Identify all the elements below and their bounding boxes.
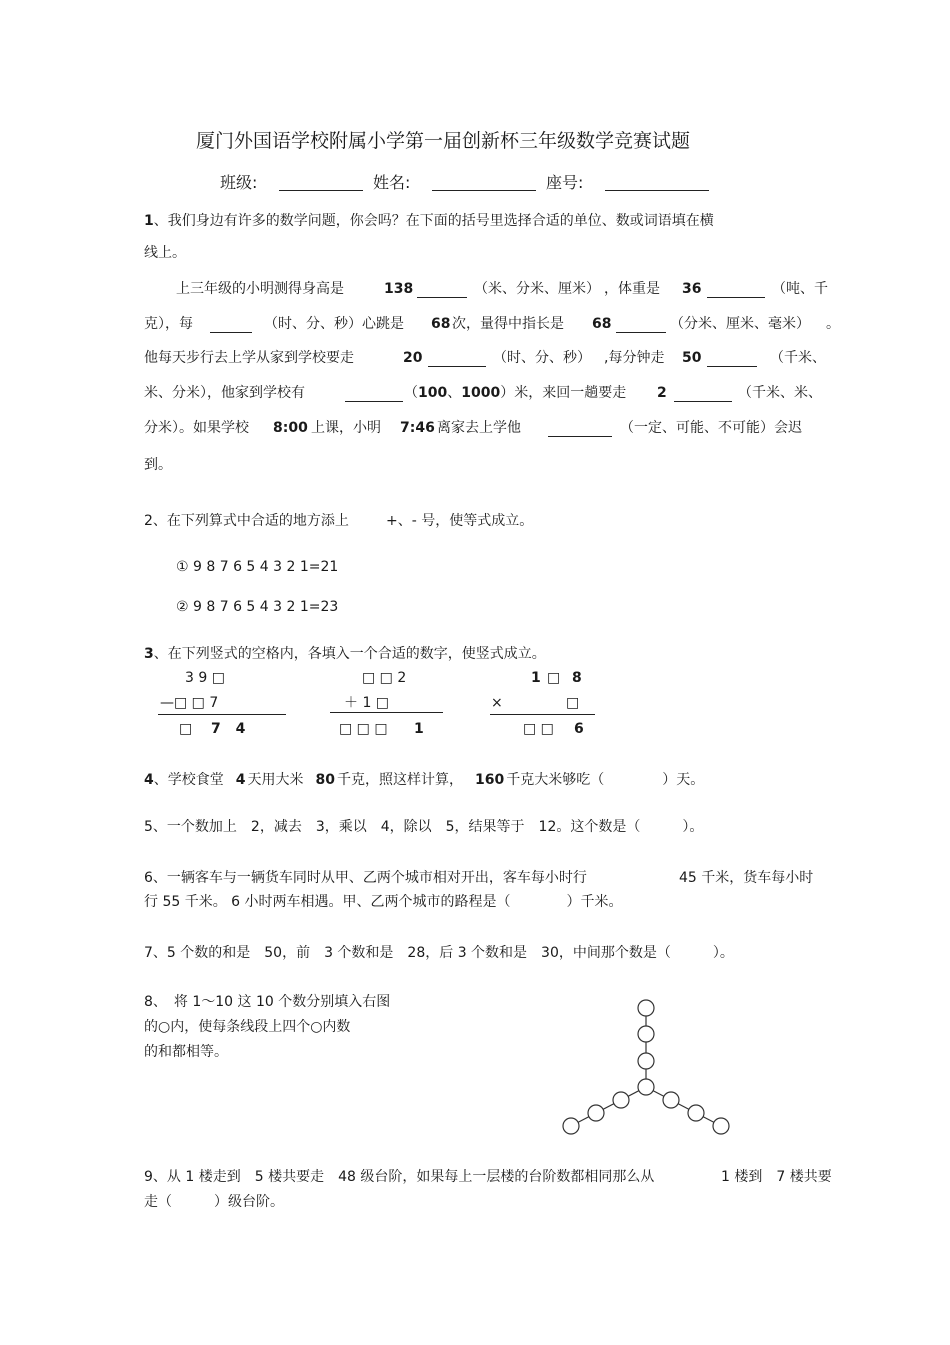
q1-f-text: 到。: [144, 457, 172, 473]
q1-c-opt2: （千米、: [770, 350, 826, 366]
page-title: 厦门外国语学校附属小学第一届创新杯三年级数学竞赛试题: [196, 130, 691, 152]
q1-d-units: （100、1000）米，来回一趟要走: [404, 385, 627, 401]
class-label: 班级:: [220, 173, 258, 192]
q4-text: 4、学校食堂 4 天用大米 80 千克，照这样计算， 160 千克大米够吃（ ）天。: [144, 772, 705, 788]
q1-a-opt1: （米、分米、厘米）: [474, 281, 600, 297]
q1-e-text3: 离家去上学他: [437, 420, 521, 436]
q1-a-blank2[interactable]: [707, 297, 765, 298]
q1-c-blank1[interactable]: [428, 366, 486, 367]
q9-line1a: 9、从 1 楼走到 5 楼共要走 48 级台阶，如果每上一层楼的台阶数都相同那么从: [144, 1169, 655, 1185]
q2-equation-2: ② 9 8 7 6 5 4 3 2 1=23: [176, 599, 339, 615]
q1-e-time2: 7:46: [400, 420, 435, 436]
q3-c-top-box: □: [547, 670, 561, 686]
q1-d-text1: 米、分米），他家到学校有: [144, 385, 305, 401]
diagram-circle[interactable]: [613, 1092, 629, 1108]
q6-line2: 行 55 千米。 6 小时两车相遇。甲、乙两个城市的路程是（ ）千米。: [144, 894, 623, 910]
q1-b-blank2[interactable]: [616, 332, 666, 333]
q1-c-text1: 他每天步行去上学从家到学校要走: [144, 350, 354, 366]
q3-a-bot-nums: 7 4: [211, 721, 246, 737]
q8-line2: 的○内，使每条线段上四个○内数: [144, 1019, 351, 1035]
q7-text: 7、5 个数的和是 50，前 3 个数和是 28，后 3 个数和是 30，中间那个数是（ ）。: [144, 945, 734, 961]
q3-c-rule: [490, 714, 595, 715]
q1-e-text1: 分米）。如果学校: [144, 420, 249, 436]
q5-text: 5、一个数加上 2，减去 3，乘以 4，除以 5，结果等于 12。这个数是（ ）。: [144, 819, 704, 835]
q3-b-mid: ＋ 1 □: [344, 695, 390, 711]
q1-a-num1: 138: [384, 281, 414, 297]
q1-a-num2: 36: [682, 281, 702, 297]
diagram-circle[interactable]: [638, 1053, 654, 1069]
diagram-arm-right: [646, 1087, 721, 1126]
q3-b-rule: [330, 712, 443, 713]
diagram-arm-left: [571, 1087, 646, 1126]
q2-text: 2、在下列算式中合适的地方添上: [144, 513, 349, 529]
name-label: 姓名:: [373, 173, 411, 192]
seat-label: 座号:: [546, 173, 584, 192]
q3-c-mid-box: □: [566, 695, 580, 711]
q3-a-bot-box: □: [179, 721, 193, 737]
q1-d-opt: （千米、米、: [738, 385, 822, 401]
diagram-circle[interactable]: [588, 1105, 604, 1121]
q1-c-num2: 50: [682, 350, 702, 366]
q1-a-text2: ，体重是: [604, 281, 660, 297]
class-blank[interactable]: [279, 190, 363, 191]
q1-b-blank1[interactable]: [210, 332, 252, 333]
q8-line3: 的和都相等。: [144, 1044, 228, 1060]
q1-e-opt: （一定、可能、不可能）会迟: [620, 420, 802, 436]
diagram-circle[interactable]: [663, 1092, 679, 1108]
q1-c-text2: ,每分钟走: [604, 350, 665, 366]
q1-c-blank2[interactable]: [707, 366, 757, 367]
q3-c-top-num: 1: [531, 670, 541, 686]
q2-signs: +、- 号，使等式成立。: [386, 513, 534, 529]
q3-a-top: 3 9 □: [185, 670, 225, 686]
q3-c-bot-boxes: □ □: [523, 721, 554, 737]
seat-blank[interactable]: [605, 190, 709, 191]
q1-a-blank1[interactable]: [417, 297, 467, 298]
q1-d-num3: 2: [657, 385, 667, 401]
q2-equation-1: ① 9 8 7 6 5 4 3 2 1=21: [176, 559, 339, 575]
q1-d-blank1[interactable]: [345, 401, 403, 402]
q1-b-end: 。: [826, 316, 840, 332]
q1-b-num1: 68: [431, 316, 451, 332]
diagram-circle[interactable]: [713, 1118, 729, 1134]
q1-b-num2: 68: [592, 316, 612, 332]
q1-line1: 1、我们身边有许多的数学问题，你会吗？在下面的括号里选择合适的单位、数或词语填在横: [144, 213, 714, 229]
name-blank[interactable]: [432, 190, 536, 191]
q1-c-num1: 20: [403, 350, 423, 366]
q3-b-bot-boxes: □ □ □: [339, 721, 388, 737]
q1-a-text: 上三年级的小明测得身高是: [176, 281, 344, 297]
q1-e-blank[interactable]: [548, 436, 612, 437]
q9-line1b: 1 楼到 7 楼共要: [721, 1169, 832, 1185]
diagram-circle[interactable]: [638, 1000, 654, 1016]
diagram-circle[interactable]: [688, 1105, 704, 1121]
q3-text: 3、在下列竖式的空格内，各填入一个合适的数字，使竖式成立。: [144, 646, 546, 662]
q8-line1: 8、 将 1～10 这 10 个数分别填入右图: [144, 994, 391, 1010]
q3-c-mid-sign: ×: [491, 695, 503, 711]
q3-b-bot-num: 1: [414, 721, 424, 737]
q3-b-top: □ □ 2: [362, 670, 407, 686]
q1-e-text2: 上课，小明: [311, 420, 381, 436]
diagram-circle[interactable]: [563, 1118, 579, 1134]
q1-b-text1: 克），每: [144, 316, 193, 332]
q1-b-opt2: （分米、厘米、毫米）: [670, 316, 810, 332]
diagram-circle-center[interactable]: [638, 1079, 654, 1095]
q1-c-opt1: （时、分、秒）: [493, 350, 591, 366]
q3-a-mid: —□ □ 7: [160, 695, 219, 711]
q3-a-rule: [158, 714, 286, 715]
q6-line1a: 6、一辆客车与一辆货车同时从甲、乙两个城市相对开出，客车每小时行: [144, 870, 587, 886]
q3-c-top-num2: 8: [572, 670, 582, 686]
q1-d-blank2[interactable]: [674, 401, 732, 402]
q1-b-opt1: （时、分、秒）心跳是: [264, 316, 404, 332]
q1-a-opt2: （吨、千: [772, 281, 828, 297]
q3-c-bot-num: 6: [574, 721, 584, 737]
three-arm-circle-diagram: [555, 995, 740, 1140]
q1-b-text2: 次，量得中指长是: [452, 316, 564, 332]
q1-e-time1: 8:00: [273, 420, 308, 436]
diagram-circle[interactable]: [638, 1026, 654, 1042]
q6-line1b: 45 千米，货车每小时: [679, 870, 814, 886]
q1-line2: 线上。: [144, 245, 186, 261]
q9-line2: 走（ ）级台阶。: [144, 1194, 284, 1210]
